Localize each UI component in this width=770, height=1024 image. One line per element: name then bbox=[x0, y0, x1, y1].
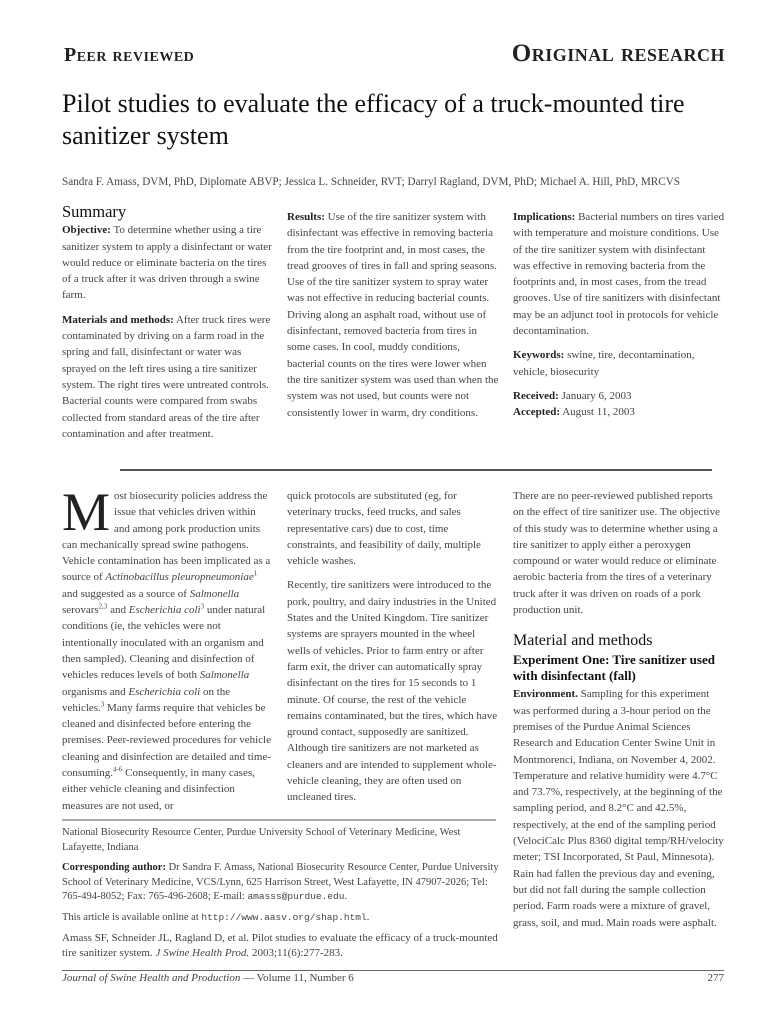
footnotes bbox=[62, 826, 502, 967]
section-divider bbox=[120, 469, 712, 471]
page-number: 277 bbox=[707, 972, 724, 984]
results-label: Results: bbox=[287, 211, 325, 223]
citation-ref-1: 1 bbox=[253, 569, 258, 578]
summary-results bbox=[287, 209, 499, 421]
author-list: Sandra F. Amass, DVM, PhD, Diplomate ABVP; Jessica L. Schneider, RVT; Darryl Ragland, DVM, PhD; Michael A. Hill, PhD, MRCVS bbox=[62, 176, 681, 188]
citation-ref-3b: 3 bbox=[100, 700, 105, 709]
methods-text: After truck tires were contaminated by driving on a farm road in the spring and fall, disinfectant or water was sprayed on the left tires using a tire sanitizer system. The right tires were untreated controls. Bacterial counts were compared from swabs collected from standard areas of the tire after contamination and after treatment. bbox=[62, 313, 271, 440]
implications-label: Implications: bbox=[513, 211, 576, 223]
keywords-text: swine, tire, decontamination, vehicle, biosecurity bbox=[513, 349, 695, 378]
organism-actinobacillus: Actinobacillus pleuropneumoniae bbox=[105, 571, 254, 584]
keywords-label: Keywords: bbox=[513, 349, 565, 362]
methods-label: Materials and methods: bbox=[62, 313, 174, 326]
summary-column-3 bbox=[513, 209, 725, 429]
summary-column-2 bbox=[287, 209, 499, 429]
intro-text-g: on the vehicles. bbox=[62, 685, 231, 714]
footer-volume: — Volume 11, Number 6 bbox=[240, 972, 354, 984]
received-text: January 6, 2003 bbox=[561, 389, 632, 402]
objective-text: To determine whether using a tire sanitizer system to apply a disinfectant or water would reduce or eliminate bacteria on the tires of a truck after it was driven through a swine farm. bbox=[62, 224, 272, 302]
intro-text-c: serovars bbox=[62, 604, 99, 617]
section-label-original-research: Original research bbox=[511, 40, 725, 67]
intro-paragraph bbox=[62, 482, 274, 814]
affiliation: National Biosecurity Resource Center, Purdue University School of Veterinary Medicine, West Lafayette, Indiana bbox=[62, 827, 461, 853]
citation-ref-2-3: 2,3 bbox=[98, 602, 108, 611]
body-paragraph-tire-sanitizers: Recently, tire sanitizers were introduced to the pork, poultry, and dairy industries in the United States and the United Kingdom. Tire sanitizer systems are sprayers mounted in the wheel wells of vehicles. Prior to farm entry or after farm exit, the driver can automatically spray disinfectant on the tires for 15 seconds to 1 minute. Of course, the rest of the vehicle remains contaminated, but the tires, which have ground contact, supposedly are sanitized. Although tire sanitizers are not marketed as cleaners and are intended to supplement whole-vehicle cleaning, they are often used on uncleaned tires. bbox=[287, 579, 498, 804]
corresponding-author-label: Corresponding author: bbox=[62, 862, 166, 873]
accepted-label: Accepted: bbox=[513, 406, 561, 419]
corresponding-author: Corresponding author: Dr Sandra F. Amass, National Biosecurity Resource Center, Purdue University School of Veterinary Medicine, VCS/Lynn, 625 Harrison Street, West Lafayette, IN 47907-2026; Tel: 765-494-8052; Fax: 765-496-2608; E-mail: amasss@purdue.edu. bbox=[62, 862, 499, 902]
intro-text-h: Many farms require that vehicles be cleaned and disinfected before entering the premises. Peer-reviewed procedures for vehicle cleaning and disinfection are detailed and time-consuming. bbox=[62, 701, 271, 780]
section-label-peer-reviewed: Peer reviewed bbox=[64, 44, 195, 66]
heading-experiment-one: Experiment One: Tire sanitizer used with disinfectant (fall) bbox=[513, 652, 715, 684]
results-text: Use of the tire sanitizer system with disinfectant was effective in removing bacteria from the tire footprint and, in most cases, the tread grooves of tires in fall and spring seasons. Use of the tire sanitizer system to spray water was not effective in reducing bacterial counts. Driving along an asphalt road, without use of disinfectant, removed bacteria from tires in some cases. In cool, muddy conditions, bacterial counts on the tires were lower when the tire sanitizer system was used than when the system was not used, but counts were not consistently lower in warm, dry conditions. bbox=[287, 211, 499, 419]
footer-journal bbox=[62, 972, 354, 984]
implications-text: Bacterial numbers on tires varied with temperature and moisture conditions. Use of the tire sanitizer system with disinfectant was effective in removing bacteria from the footprints and, in most cases, from the tread grooves. Use of tire sanitizers with disinfectant may be an adjunct tool in protocols for vehicle decontamination. bbox=[513, 211, 725, 338]
article-url-link[interactable]: http://www.aasv.org/shap.html bbox=[201, 911, 367, 923]
intro-text-d: and bbox=[107, 604, 129, 617]
online-label: This article is available online at bbox=[62, 911, 202, 923]
received-label: Received: bbox=[513, 389, 559, 402]
citation-volume: 2003;11(6):277-283. bbox=[249, 947, 343, 959]
intro-text-a: ost biosecurity policies address the issue that vehicles driven within and among pork production units can mechanically spread swine pathogens. Vehicle contamination has been implicated as a source of bbox=[62, 490, 271, 584]
citation-text: Amass SF, Schneider JL, Ragland D, et al. Pilot studies to evaluate the efficacy of a truck-mounted tire sanitizer system. bbox=[62, 932, 498, 959]
body-column-3 bbox=[513, 488, 725, 939]
footer-journal-name: Journal of Swine Health and Production bbox=[62, 972, 241, 984]
intro-text-b: and suggested as a source of bbox=[62, 587, 190, 600]
heading-material-methods: Material and methods bbox=[513, 632, 653, 650]
body-column-1 bbox=[62, 482, 274, 822]
drop-cap: M bbox=[62, 482, 111, 542]
body-paragraph-protocols: quick protocols are substituted (eg, for veterinary trucks, feed trucks, and sales representative cars) due to cost, time constraints, and feasibility of daily, multiple vehicle washes. bbox=[287, 490, 481, 568]
footnote-rule bbox=[62, 819, 496, 821]
corresponding-author-text: Dr Sandra F. Amass, National Biosecurity Resource Center, Purdue University School of Veterinary Medicine, VCS/Lynn, 625 Harrison Street, West Lafayette, IN 47907-2026; Tel: 765-494-8052; Fax: 765-496-2608; E-mail: bbox=[62, 862, 499, 902]
accepted-text: August 11, 2003 bbox=[562, 406, 635, 419]
summary-implications bbox=[513, 209, 725, 339]
objective-label: Objective: bbox=[62, 224, 111, 237]
environment-label: Environment. bbox=[513, 688, 578, 701]
environment-text: Sampling for this experiment was performed during a 3-hour period on the premises of the Purdue Animal Sciences Research and Education Center Swine Unit in Montmorenci, Indiana, on November 4, 2002. Temperature and relative humidity were 4.7°C and 73.7%, respectively, at the beginning of the sampling period, and 8.2°C and 42.5%, respectively, at the end of the sampling period (VelociCalc Plus 8360 digital temp/RH/velocity meter; TSI Incorporated, St Paul, Minnesota). Rain had fallen the previous day and evening, but did not fall during the sample collection period. Farm roads were a mixture of gravel, grass, soil, and mud. Main roads were asphalt. bbox=[513, 688, 724, 929]
footer-rule bbox=[62, 970, 724, 971]
online-availability: This article is available online at http://www.aasv.org/shap.html. bbox=[62, 911, 370, 923]
organism-ecoli-2: Escherichia coli bbox=[128, 685, 201, 698]
author-email-link[interactable]: amasss@purdue.edu bbox=[247, 891, 345, 902]
intro-text-f: organisms and bbox=[62, 685, 129, 698]
citation-ref-3: 3 bbox=[200, 602, 205, 611]
body-paragraph-environment bbox=[513, 686, 725, 930]
body-paragraph-objective: There are no peer-reviewed published reports on the effect of tire sanitizer use. The objective of this study was to determine whether using a tire sanitizer to apply either a peroxygen compound or water would reduce or eliminate aerobic bacteria from the tires of a veterinary truck after it was driven on roads of a pork production unit. bbox=[513, 490, 720, 617]
organism-salmonella-2: Salmonella bbox=[199, 669, 250, 682]
article-title: Pilot studies to evaluate the efficacy of a truck-mounted tire sanitizer system bbox=[62, 89, 685, 150]
body-column-2 bbox=[287, 488, 499, 814]
organism-ecoli: Escherichia coli bbox=[128, 604, 201, 617]
summary-accepted bbox=[513, 404, 725, 420]
intro-text-i: Consequently, in many cases, either vehicle cleaning and disinfection measures are not used, or bbox=[62, 767, 255, 812]
summary-column-1 bbox=[62, 204, 274, 450]
summary-received bbox=[513, 388, 725, 404]
citation-journal: J Swine Health Prod. bbox=[155, 947, 250, 959]
summary-keywords bbox=[513, 347, 725, 380]
summary-objective bbox=[62, 222, 274, 303]
organism-salmonella: Salmonella bbox=[189, 587, 240, 600]
citation bbox=[62, 931, 502, 961]
summary-methods bbox=[62, 312, 274, 442]
summary-heading: Summary bbox=[62, 202, 127, 221]
citation-ref-4-6: 4-6 bbox=[113, 765, 123, 774]
intro-text-e: under natural conditions (ie, the vehicles were not intentionally inoculated with an organism and then sampled). Cleaning and disinfection of vehicles reduces levels of both bbox=[62, 604, 266, 682]
